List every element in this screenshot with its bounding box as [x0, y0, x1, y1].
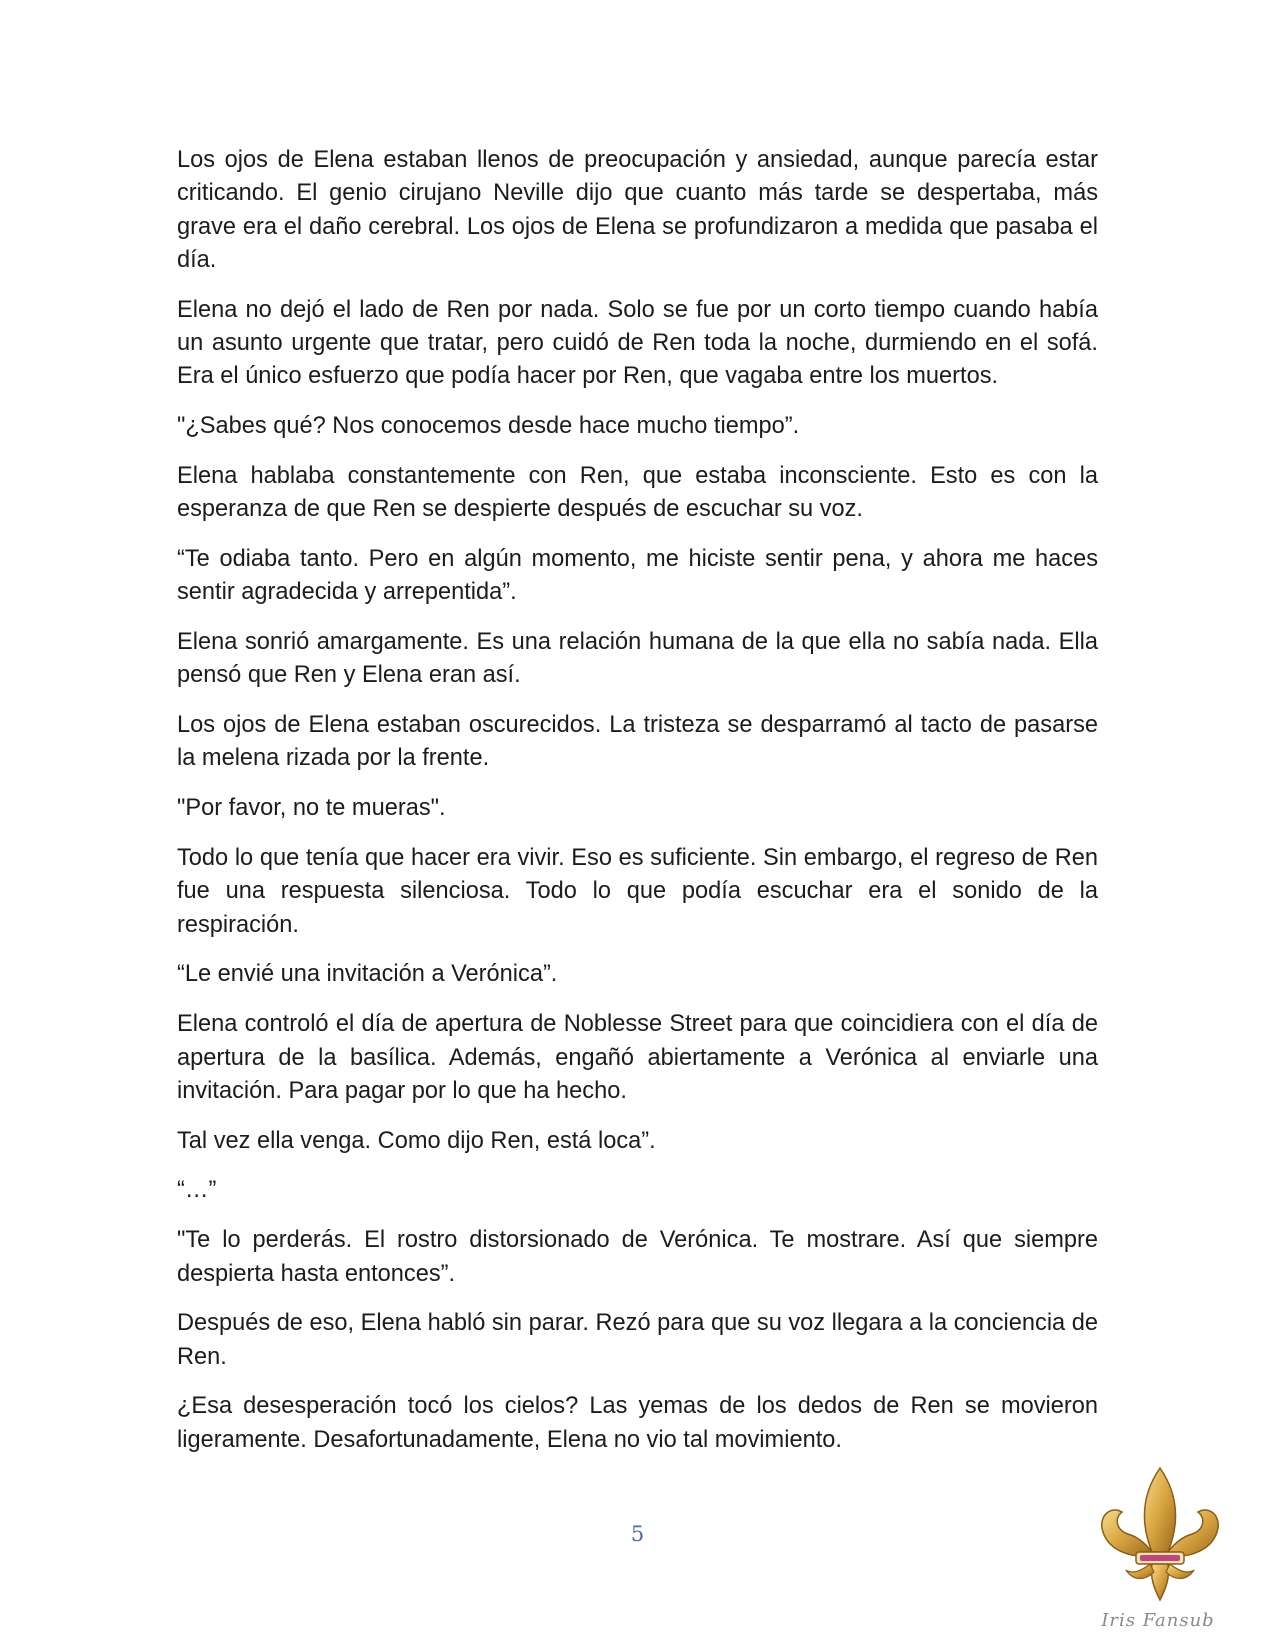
paragraph: "Te lo perderás. El rostro distorsionado de Verónica. Te mostrare. Así que siempre despierta hasta entonces”.: [177, 1227, 1098, 1287]
paragraph: ¿Esa desesperación tocó los cielos? Las yemas de los dedos de Ren se movieron ligeramente. Desafortunadamente, Elena no vio tal movimiento.: [177, 1393, 1098, 1453]
logo-caption: Iris Fansub: [1101, 1610, 1215, 1631]
paragraph: Elena no dejó el lado de Ren por nada. Solo se fue por un corto tiempo cuando había un asunto urgente que tratar, pero cuidó de Ren toda la noche, durmiendo en el sofá. Era el único esfuerzo que podía hacer por Ren, que vagaba entre los muertos.: [177, 296, 1098, 390]
paragraph: Tal vez ella venga. Como dijo Ren, está loca”.: [177, 1127, 656, 1154]
paragraph: Los ojos de Elena estaban llenos de preocupación y ansiedad, aunque parecía estar criticando. El genio cirujano Neville dijo que cuanto más tarde se despertaba, más grave era el daño cerebral. Los ojos de Elena se profundizaron a medida que pasaba el día.: [177, 147, 1098, 273]
paragraph: “…”: [177, 1177, 217, 1204]
paragraph: "Por favor, no te mueras".: [177, 795, 446, 822]
paragraph: “Le envié una invitación a Verónica”.: [177, 961, 558, 988]
paragraph: Los ojos de Elena estaban oscurecidos. La tristeza se desparramó al tacto de pasarse la melena rizada por la frente.: [177, 712, 1098, 772]
paragraph: Todo lo que tenía que hacer era vivir. Eso es suficiente. Sin embargo, el regreso de Ren fue una respuesta silenciosa. Todo lo que podía escuchar era el sonido de la respiración.: [177, 845, 1098, 938]
paragraph: “Te odiaba tanto. Pero en algún momento, me hiciste sentir pena, y ahora me haces sentir agradecida y arrepentida”.: [177, 545, 1098, 606]
paragraph: Elena controló el día de apertura de Noblesse Street para que coincidiera con el día de apertura de la basílica. Además, engañó abiertamente a Verónica al enviarle una invitación. Para pagar por lo que ha hecho.: [177, 1011, 1098, 1104]
paragraph: Elena sonrió amargamente. Es una relación humana de la que ella no sabía nada. Ella pensó que Ren y Elena eran así.: [177, 629, 1098, 689]
paragraph: Después de eso, Elena habló sin parar. Rezó para que su voz llegara a la conciencia de Ren.: [177, 1310, 1098, 1370]
page-body: [177, 144, 1098, 1474]
paragraph: "¿Sabes qué? Nos conocemos desde hace mucho tiempo”.: [177, 413, 800, 440]
page-number: 5: [630, 1522, 645, 1546]
paragraph: Elena hablaba constantemente con Ren, que estaba inconsciente. Esto es con la esperanza de que Ren se despierte después de escuchar su voz.: [177, 462, 1098, 523]
